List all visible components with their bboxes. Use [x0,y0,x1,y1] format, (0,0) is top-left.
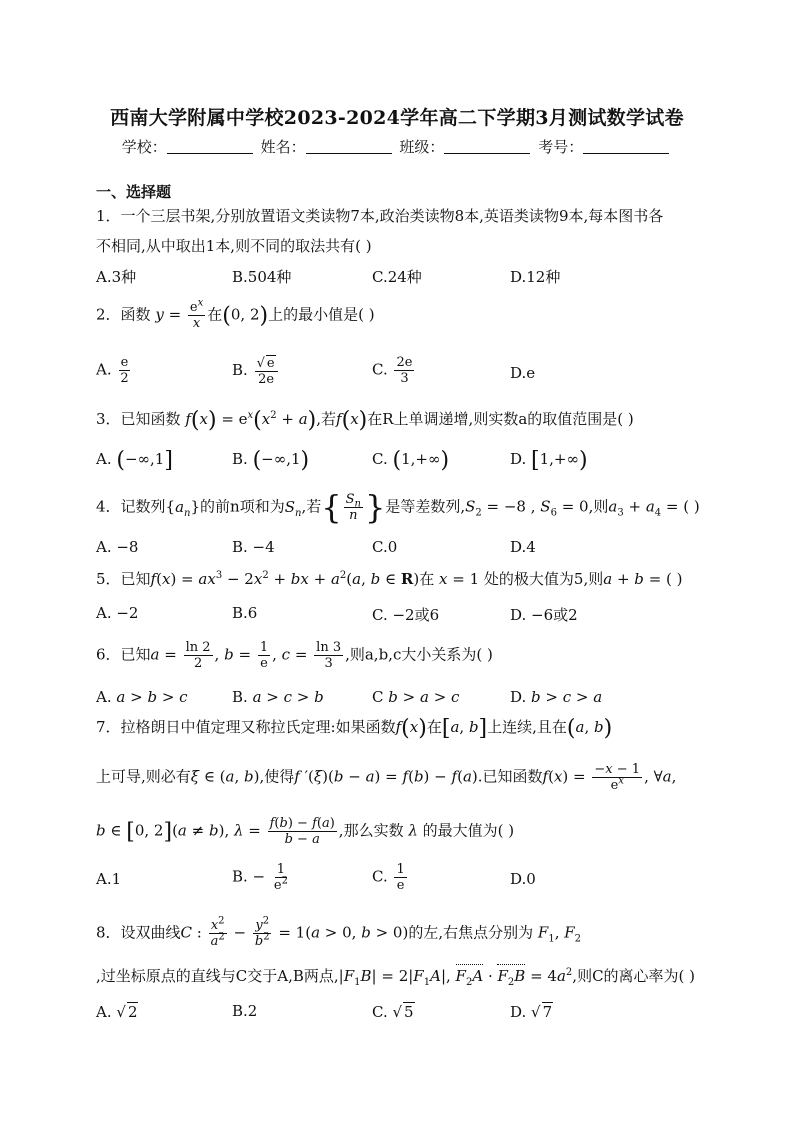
q2-option-b: B. $\frac{√ e}{2e}$ [232,355,280,387]
q3-option-d: D. [1,+∞) [510,448,588,473]
q2-option-c: C. $\frac{2e}{3}$ [372,355,413,386]
q1-option-d: D.12种 [510,268,561,286]
question-7-line2: 上可导,则必有ξ ∈ (a, b),使得f ′(ξ)(b − a) = f(b) − f(a).已知函数f(x) = $\frac{-x - 1}{e^x}$ , ∀a, [96,762,677,793]
q4-option-a: A. −8 [96,538,139,556]
question-7-line3: b ∈ [0, 2](a ≠ b), λ = $\frac{f(b) - f(a)}{b - a}$ ,那么实数 λ 的最大值为( ) [96,816,515,847]
q8-option-b: B.2 [232,1002,258,1020]
q1-line1: 1．一个三层书架,分别放置语文类读物7本,政治类读物8本,英语类读物9本,每本图书各 [96,207,664,225]
q7-option-b: B. − $\frac{1}{e^2}$ [232,862,288,893]
q5-option-d: D. −6或2 [510,606,578,624]
q2-option-d: D.e [510,364,536,382]
school-label: 学校： [121,138,167,156]
question-2: 2．函数 y = $\frac{e^x}{x}$ 在(0, 2)上的最小值是( ) [96,297,375,331]
name-blank[interactable] [306,139,392,154]
question-8: 8．设双曲线C : $\frac{x^2}{a^2}$ − $\frac{y^2}{b^2}$ = 1(a > 0, b > 0)的左,右焦点分别为 $F_1$, $F_2$ [96,915,582,949]
question-7: 7．拉格朗日中值定理又称拉氏定理:如果函数f(x)在[a, b]上连续,且在(a, b) [96,716,613,741]
q7-option-c: C. $\frac{1}{e}$ [372,862,405,893]
q5-option-a: A. −2 [96,604,139,622]
name-label: 姓名： [260,138,306,156]
question-1 [96,205,663,257]
q1-option-a: A.3种 [96,268,137,286]
q3-option-b: B. (−∞,1) [232,448,310,473]
q8-option-a: A. √ 2 [96,1003,138,1021]
q4-option-b: B. −4 [232,538,275,556]
q2-option-a: A. $\frac{e}{2}$ [96,355,129,386]
class-blank[interactable] [444,139,530,154]
q4-option-d: D.4 [510,538,536,556]
question-8-line2: ,过坐标原点的直线与C交于A,B两点$,|F_1B| = 2|F_1A|$, $F_2A \cdot F_2B = 4a^2$,则C的离心率为( ) [96,964,695,987]
q7-option-d: D.0 [510,870,536,888]
student-info [0,136,794,157]
q7-option-a: A.1 [96,870,122,888]
q1-option-c: C.24种 [372,268,422,286]
q6-option-d: D. b > c > a [510,688,603,706]
q1-line2: 不相同,从中取出1本,则不同的取法共有( ) [96,237,372,255]
question-5: 5．已知$f(x) = ax^3 - 2x^2$ + bx + $a^2(a$, b ∈ R)在 x = 1 处的极大值为5,则a + b = ( ) [96,570,683,588]
q5-option-c: C. −2或6 [372,606,440,624]
q3-option-c: C. (1,+∞) [372,448,450,473]
q8-option-d: D. √ 7 [510,1003,553,1021]
school-blank[interactable] [167,139,253,154]
question-3: 3．已知函数 $f(x) = e^x(x^2 + a)$,若f(x)在R上单调递增,则实数a的取值范围是( ) [96,408,634,433]
q6-option-c: C b > a > c [372,688,460,706]
number-blank[interactable] [583,139,669,154]
question-6: 6．已知a = $\frac{\ln 2}{2}$ , b = $\frac{1}{e}$ , c = $\frac{\ln 3}{3}$ ,则a,b,c大小关系为( ) [96,640,493,671]
q5-option-b: B.6 [232,604,258,622]
q8-option-c: C. √ 5 [372,1003,414,1021]
section-heading: 一、选择题 [96,183,172,201]
q3-option-a: A. (−∞,1] [96,448,173,473]
q4-option-c: C.0 [372,538,398,556]
class-label: 班级： [399,138,445,156]
q6-option-a: A. a > b > c [96,688,188,706]
question-4: 4．记数列$\{a_n\}$的前n项和为$S_n$,若{ $\frac{S_n}{n}$ }是等差数列$,S_2 = -8$ , $S_6 = 0$,则$a_3 + a_4$ = ( ) [96,488,700,527]
number-label: 考号： [538,138,584,156]
q1-option-b: B.504种 [232,268,292,286]
q6-option-b: B. a > c > b [232,688,324,706]
exam-title: 西南大学附属中学校2023-2024学年高二下学期3月测试数学试卷 [110,107,684,129]
